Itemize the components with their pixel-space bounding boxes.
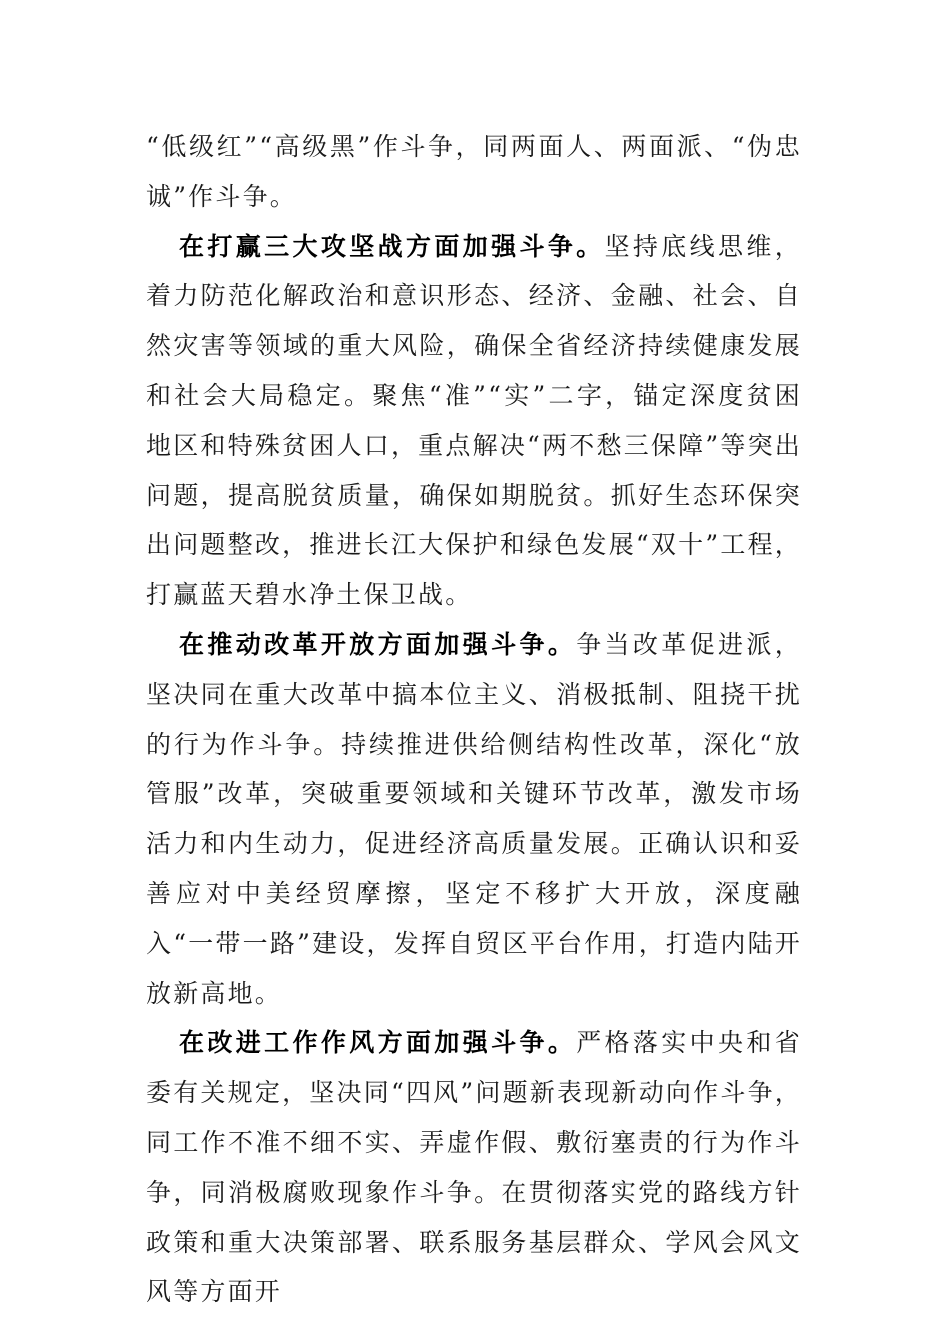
paragraph-text: 争当改革促进派，坚决同在重大改革中搞本位主义、消极抵制、阻挠干扰的行为作斗争。持续推进供给侧结构性改革，深化“放管服”改革，突破重要领域和关键环节改革，激发市场活力和内生动力，促进经济高质量发展。正确认识和妥善应对中美经贸摩擦，坚定不移扩大开放，深度融入“一带一路”建设，发挥自贸区平台作用，打造内陆开放新高地。 xyxy=(146,629,802,1008)
paragraph-text: 严格落实中央和省委有关规定，坚决同“四风”问题新表现新动向作斗争，同工作不准不细不实、弄虚作假、敷衍塞责的行为作斗争，同消极腐败现象作斗争。在贯彻落实党的路线方针政策和重大决策部署、联系服务基层群众、学风会风文风等方面开 xyxy=(146,1028,802,1307)
paragraph-battles xyxy=(146,222,802,620)
paragraph-text: 坚持底线思维，着力防范化解政治和意识形态、经济、金融、社会、自然灾害等领域的重大风险，确保全省经济持续健康发展和社会大局稳定。聚焦“准”“实”二字，锚定深度贫困地区和特殊贫困人口，重点解决“两不愁三保障”等突出问题，提高脱贫质量，确保如期脱贫。抓好生态环保突出问题整改，推进长江大保护和绿色发展“双十”工程，打赢蓝天碧水净土保卫战。 xyxy=(146,231,802,610)
paragraph-lead-heading: 在改进工作作风方面加强斗争。 xyxy=(179,1028,577,1058)
paragraph-lead-heading: 在推动改革开放方面加强斗争。 xyxy=(179,629,577,659)
paragraph-continuation xyxy=(146,122,802,222)
paragraph-lead-heading: 在打赢三大攻坚战方面加强斗争。 xyxy=(179,231,605,261)
paragraph-reform xyxy=(146,620,802,1018)
document-body xyxy=(146,122,802,1317)
paragraph-work-style xyxy=(146,1018,802,1317)
paragraph-text: “低级红”“高级黑”作斗争，同两面人、两面派、“伪忠诚”作斗争。 xyxy=(146,132,802,211)
